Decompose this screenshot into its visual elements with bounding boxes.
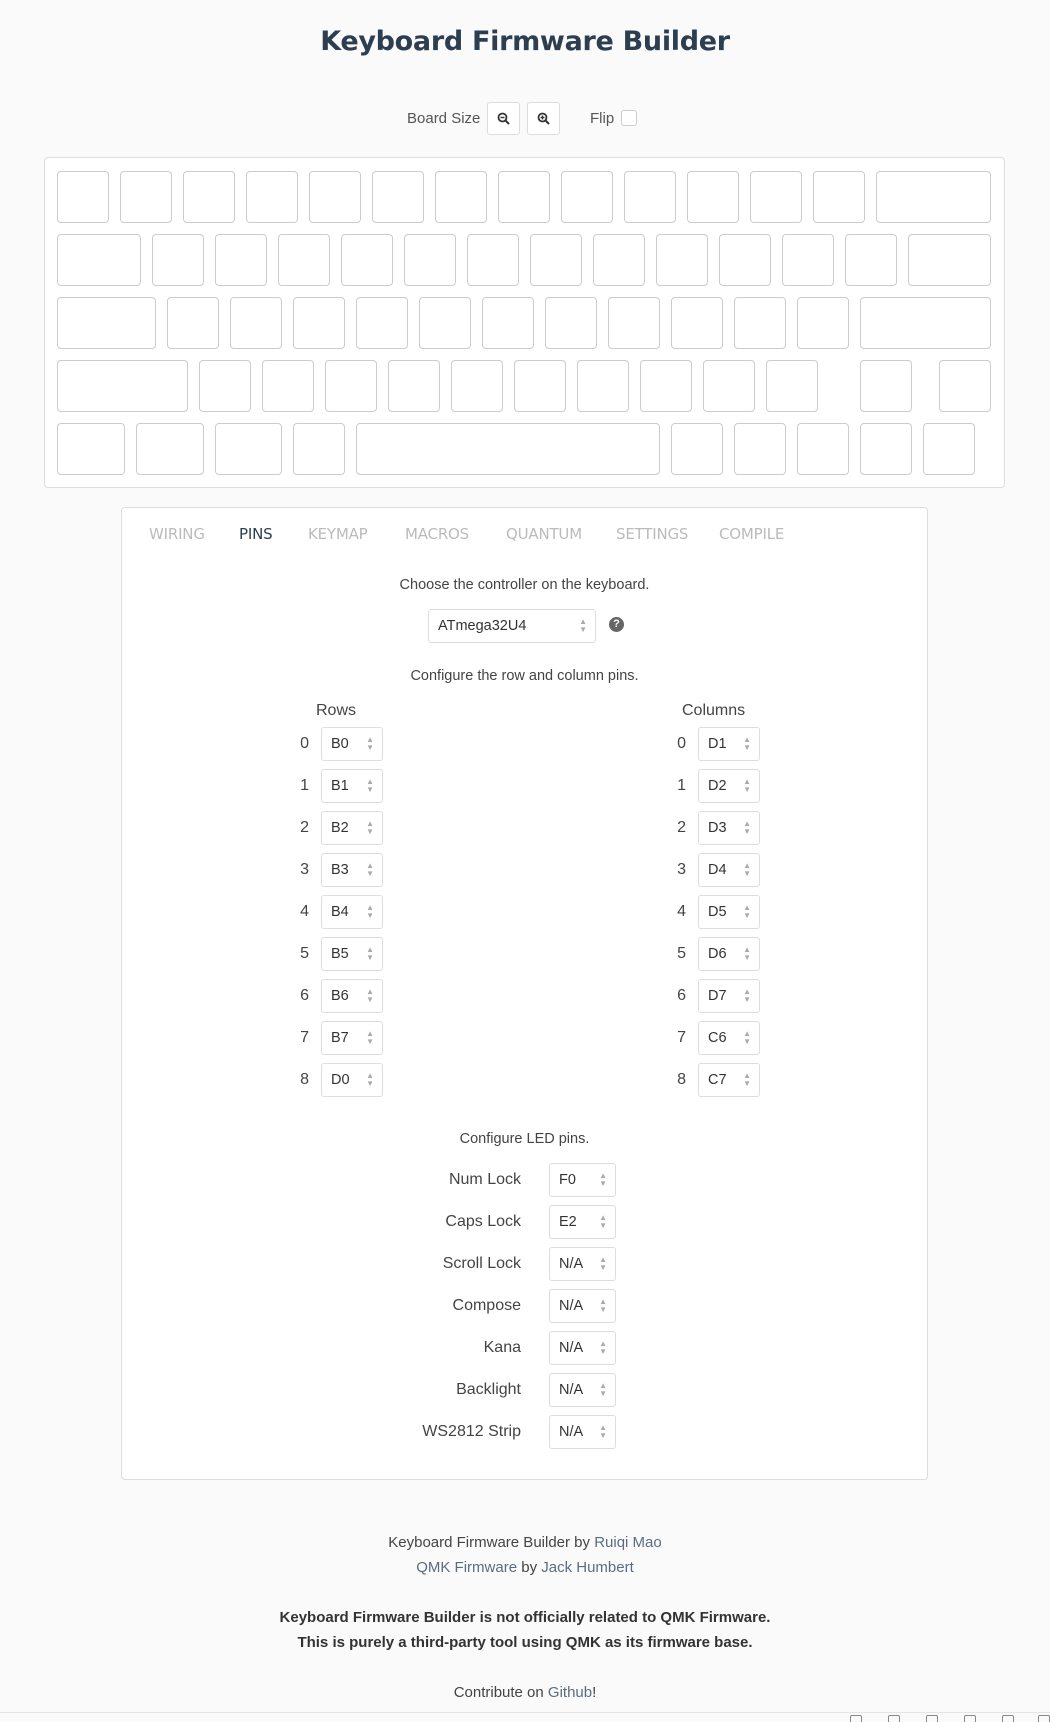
controller-prompt: Choose the controller on the keyboard.: [399, 577, 650, 593]
keyboard-key[interactable]: [719, 234, 771, 286]
led-label: Kana: [483, 1339, 521, 1356]
row-index: 6: [300, 987, 309, 1004]
select-value: C7: [708, 1072, 727, 1088]
keyboard-key[interactable]: [215, 423, 283, 475]
keyboard-key[interactable]: [451, 360, 503, 412]
select-value: D7: [708, 988, 727, 1004]
led-pin-select-backlight[interactable]: [549, 1373, 616, 1407]
select-value: F0: [559, 1172, 576, 1188]
keyboard-key[interactable]: [183, 171, 235, 223]
keyboard-key[interactable]: [57, 234, 141, 286]
column-index: 2: [677, 819, 686, 836]
credits-line-1: Keyboard Firmware Builder by Ruiqi Mao: [388, 1534, 662, 1551]
column-pin-select[interactable]: [698, 811, 760, 845]
keyboard-key[interactable]: [656, 234, 708, 286]
column-index: 8: [677, 1071, 686, 1088]
select-arrows-icon: ▲ ▼: [599, 1171, 607, 1188]
keyboard-key[interactable]: [624, 171, 676, 223]
select-arrows-icon: ▲ ▼: [366, 987, 374, 1004]
tab-keymap[interactable]: KEYMAP: [308, 525, 368, 543]
keyboard-key[interactable]: [435, 171, 487, 223]
row-index: 5: [300, 945, 309, 962]
board-size-toolbar: [0, 102, 1050, 135]
keyboard-key[interactable]: [530, 234, 582, 286]
keyboard-key[interactable]: [152, 234, 204, 286]
select-value: B2: [331, 820, 349, 836]
row-pin-select[interactable]: [321, 895, 383, 929]
column-pin-select[interactable]: [698, 937, 760, 971]
select-value: D1: [708, 736, 727, 752]
keyboard-key[interactable]: [57, 360, 188, 412]
led-label: Backlight: [456, 1381, 521, 1398]
select-value: B4: [331, 904, 349, 920]
keyboard-key[interactable]: [766, 360, 818, 412]
keyboard-key[interactable]: [876, 171, 991, 223]
keyboard-key[interactable]: [845, 234, 897, 286]
row-pin-select[interactable]: [321, 979, 383, 1013]
keyboard-key[interactable]: [734, 423, 786, 475]
keyboard-key[interactable]: [341, 234, 393, 286]
ruiqi-mao-link[interactable]: Ruiqi Mao: [594, 1534, 662, 1551]
select-arrows-icon: ▲ ▼: [599, 1423, 607, 1440]
keyboard-key[interactable]: [467, 234, 519, 286]
keyboard-key[interactable]: [593, 234, 645, 286]
select-value: D0: [331, 1072, 350, 1088]
select-arrows-icon: ▲ ▼: [366, 945, 374, 962]
keyboard-key[interactable]: [750, 171, 802, 223]
column-index: 6: [677, 987, 686, 1004]
jack-humbert-link[interactable]: Jack Humbert: [541, 1559, 634, 1576]
select-arrows-icon: ▲ ▼: [743, 735, 751, 752]
keyboard-key[interactable]: [199, 360, 251, 412]
page-title: Keyboard Firmware Builder: [320, 26, 730, 57]
status-icon[interactable]: [888, 1715, 900, 1722]
disclaimer-line-1: Keyboard Firmware Builder is not officially related to QMK Firmware.: [279, 1609, 771, 1626]
pins-prompt: Configure the row and column pins.: [410, 668, 639, 684]
led-label: Scroll Lock: [442, 1255, 521, 1272]
keyboard-key[interactable]: [671, 423, 723, 475]
row-index: 4: [300, 903, 309, 920]
columns-heading: Columns: [682, 702, 746, 719]
led-pin-select-caps-lock[interactable]: [549, 1205, 616, 1239]
select-value: D2: [708, 778, 727, 794]
led-label: Compose: [452, 1297, 521, 1314]
select-arrows-icon: ▲ ▼: [366, 735, 374, 752]
keyboard-key[interactable]: [356, 423, 660, 475]
board-size-label: Board Size: [407, 110, 481, 127]
keyboard-key[interactable]: [797, 297, 849, 349]
keyboard-key[interactable]: [136, 423, 204, 475]
keyboard-key[interactable]: [671, 297, 723, 349]
keyboard-key[interactable]: [388, 360, 440, 412]
keyboard-key[interactable]: [782, 234, 834, 286]
question-circle-icon[interactable]: ?: [609, 617, 624, 632]
row-index: 2: [300, 819, 309, 836]
select-arrows-icon: ▲ ▼: [366, 1071, 374, 1088]
zoom-out-button[interactable]: [487, 102, 520, 135]
select-value: D4: [708, 862, 727, 878]
select-value: D6: [708, 946, 727, 962]
keyboard-key[interactable]: [120, 171, 172, 223]
column-pin-select[interactable]: [698, 769, 760, 803]
disclaimer-line-2: This is purely a third-party tool using QMK as its firmware base.: [297, 1634, 753, 1651]
tab-wiring[interactable]: WIRING: [149, 525, 205, 543]
select-value: B3: [331, 862, 349, 878]
select-arrows-icon: ▲ ▼: [743, 987, 751, 1004]
column-index: 4: [677, 903, 686, 920]
led-label: Num Lock: [448, 1171, 521, 1188]
controller-select[interactable]: [428, 609, 596, 643]
keyboard-key[interactable]: [325, 360, 377, 412]
keyboard-key[interactable]: [293, 297, 345, 349]
select-arrows-icon: ▲ ▼: [599, 1255, 607, 1272]
status-icon[interactable]: [1002, 1715, 1014, 1722]
credits-line-2: QMK Firmware by Jack Humbert: [416, 1559, 634, 1576]
row-pin-select[interactable]: [321, 769, 383, 803]
select-arrows-icon: ▲ ▼: [599, 1213, 607, 1230]
qmk-firmware-link[interactable]: QMK Firmware: [416, 1559, 518, 1576]
row-pin-select[interactable]: [321, 937, 383, 971]
led-pin-select-kana[interactable]: [549, 1331, 616, 1365]
column-pin-select[interactable]: [698, 853, 760, 887]
zoom-in-icon: [537, 112, 550, 125]
select-arrows-icon: ▲ ▼: [366, 819, 374, 836]
row-pin-select[interactable]: [321, 1021, 383, 1055]
column-pin-select[interactable]: [698, 1021, 760, 1055]
select-value: B1: [331, 778, 349, 794]
select-arrows-icon: ▲ ▼: [579, 617, 587, 634]
select-arrows-icon: ▲ ▼: [743, 861, 751, 878]
select-value: B6: [331, 988, 349, 1004]
keyboard-key[interactable]: [734, 297, 786, 349]
status-icon[interactable]: [850, 1715, 862, 1722]
keyboard-key[interactable]: [908, 234, 992, 286]
tab-settings[interactable]: SETTINGS: [616, 525, 689, 543]
select-arrows-icon: ▲ ▼: [599, 1297, 607, 1314]
keyboard-key[interactable]: [813, 171, 865, 223]
keyboard-key[interactable]: [498, 171, 550, 223]
tab-macros[interactable]: MACROS: [405, 525, 469, 543]
row-index: 3: [300, 861, 309, 878]
keyboard-key[interactable]: [309, 171, 361, 223]
select-value: D5: [708, 904, 727, 920]
keyboard-key[interactable]: [404, 234, 456, 286]
keyboard-key[interactable]: [939, 360, 991, 412]
select-value: C6: [708, 1030, 727, 1046]
keyboard-key[interactable]: [860, 297, 991, 349]
select-arrows-icon: ▲ ▼: [599, 1339, 607, 1356]
column-pin-select[interactable]: [698, 727, 760, 761]
column-index: 5: [677, 945, 686, 962]
select-arrows-icon: ▲ ▼: [743, 945, 751, 962]
keyboard-key[interactable]: [514, 360, 566, 412]
row-pin-select[interactable]: [321, 1063, 383, 1097]
select-arrows-icon: ▲ ▼: [599, 1381, 607, 1398]
keyboard-key[interactable]: [372, 171, 424, 223]
zoom-out-icon: [497, 112, 510, 125]
keyboard-key[interactable]: [215, 234, 267, 286]
select-value: B0: [331, 736, 349, 752]
select-arrows-icon: ▲ ▼: [366, 1029, 374, 1046]
select-arrows-icon: ▲ ▼: [743, 1029, 751, 1046]
keyboard-key[interactable]: [687, 171, 739, 223]
select-arrows-icon: ▲ ▼: [743, 819, 751, 836]
status-icon[interactable]: [1038, 1715, 1050, 1722]
keyboard-key[interactable]: [923, 423, 975, 475]
flip-checkbox[interactable]: [621, 110, 637, 126]
keyboard-layout-panel: [44, 157, 1005, 488]
led-pin-select-scroll-lock[interactable]: [549, 1247, 616, 1281]
keyboard-key[interactable]: [246, 171, 298, 223]
contribute-line: Contribute on Github!: [453, 1684, 597, 1701]
column-index: 1: [677, 777, 686, 794]
row-index: 0: [300, 735, 309, 752]
column-index: 0: [677, 735, 686, 752]
select-value: N/A: [559, 1256, 584, 1272]
column-pin-select[interactable]: [698, 979, 760, 1013]
column-pin-select[interactable]: [698, 1063, 760, 1097]
led-label: Caps Lock: [445, 1213, 521, 1230]
row-pin-select[interactable]: [321, 727, 383, 761]
select-arrows-icon: ▲ ▼: [743, 777, 751, 794]
keyboard-key[interactable]: [860, 360, 912, 412]
keyboard-key[interactable]: [167, 297, 219, 349]
keyboard-key[interactable]: [577, 360, 629, 412]
select-value: N/A: [559, 1382, 584, 1398]
tab-quantum[interactable]: QUANTUM: [506, 525, 582, 543]
row-index: 1: [300, 777, 309, 794]
keyboard-key[interactable]: [482, 297, 534, 349]
keyboard-key[interactable]: [545, 297, 597, 349]
keyboard-key[interactable]: [561, 171, 613, 223]
keyboard-key[interactable]: [419, 297, 471, 349]
keyboard-key[interactable]: [278, 234, 330, 286]
row-index: 8: [300, 1071, 309, 1088]
select-value: B5: [331, 946, 349, 962]
keyboard-key[interactable]: [356, 297, 408, 349]
tab-compile[interactable]: COMPILE: [719, 525, 785, 543]
keyboard-key[interactable]: [293, 423, 345, 475]
select-value: N/A: [559, 1340, 584, 1356]
led-pin-select-num-lock[interactable]: [549, 1163, 616, 1197]
led-pin-select-compose[interactable]: [549, 1289, 616, 1323]
keyboard-key[interactable]: [640, 360, 692, 412]
keyboard-key[interactable]: [230, 297, 282, 349]
zoom-in-button[interactable]: [527, 102, 560, 135]
led-prompt: Configure LED pins.: [459, 1131, 590, 1147]
rows-heading: Rows: [316, 702, 357, 719]
led-label: WS2812 Strip: [422, 1423, 521, 1440]
tab-pins[interactable]: PINS: [239, 525, 273, 543]
keyboard-key[interactable]: [57, 423, 125, 475]
select-arrows-icon: ▲ ▼: [366, 777, 374, 794]
keyboard-key[interactable]: [608, 297, 660, 349]
select-arrows-icon: ▲ ▼: [366, 903, 374, 920]
row-pin-select[interactable]: [321, 853, 383, 887]
status-icon[interactable]: [926, 1715, 938, 1722]
select-arrows-icon: ▲ ▼: [743, 903, 751, 920]
keyboard-key[interactable]: [703, 360, 755, 412]
keyboard-key[interactable]: [262, 360, 314, 412]
flip-label: Flip: [590, 110, 615, 127]
select-arrows-icon: ▲ ▼: [743, 1071, 751, 1088]
column-index: 7: [677, 1029, 686, 1046]
row-index: 7: [300, 1029, 309, 1046]
led-pin-select-ws2812-strip[interactable]: [549, 1415, 616, 1449]
column-pin-select[interactable]: [698, 895, 760, 929]
select-value: N/A: [559, 1298, 584, 1314]
browser-status-bar: [0, 1712, 1050, 1722]
select-value: B7: [331, 1030, 349, 1046]
configuration-panel: [121, 507, 928, 1480]
keyboard-key[interactable]: [57, 297, 156, 349]
status-icon[interactable]: [964, 1715, 976, 1722]
github-link[interactable]: Github: [547, 1684, 593, 1701]
controller-value: ATmega32U4: [438, 618, 527, 634]
select-value: E2: [559, 1214, 577, 1230]
select-value: N/A: [559, 1424, 584, 1440]
column-index: 3: [677, 861, 686, 878]
select-arrows-icon: ▲ ▼: [366, 861, 374, 878]
keyboard-key[interactable]: [57, 171, 109, 223]
keyboard-key[interactable]: [860, 423, 912, 475]
keyboard-key[interactable]: [797, 423, 849, 475]
row-pin-select[interactable]: [321, 811, 383, 845]
select-value: D3: [708, 820, 727, 836]
